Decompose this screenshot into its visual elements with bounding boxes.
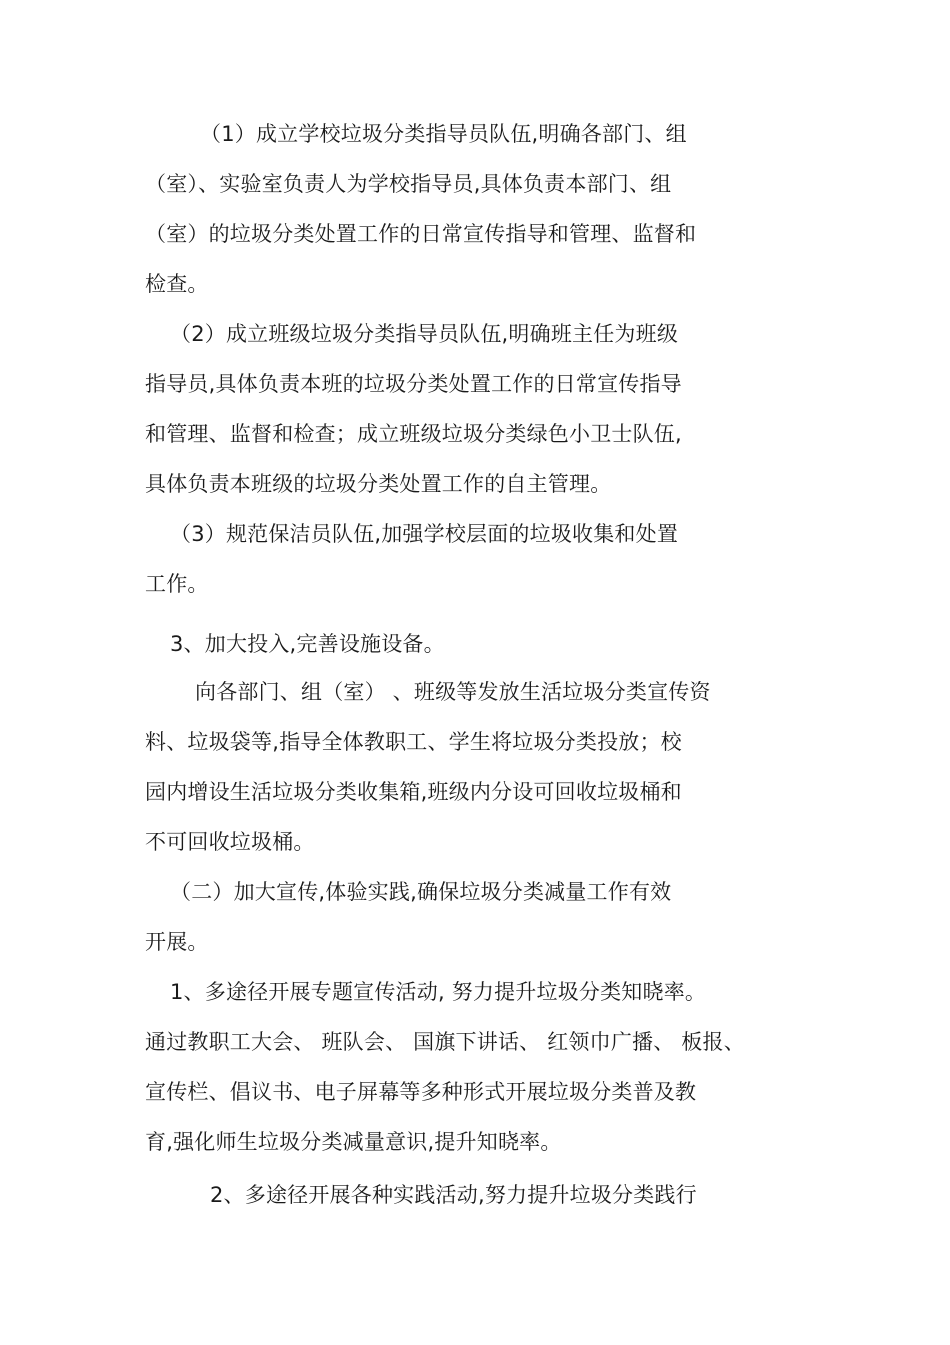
paragraph-4-line-1: 向各部门、组（室） 、班级等发放生活垃圾分类宣传资 bbox=[195, 680, 711, 704]
paragraph-5-line-4: 育,强化师生垃圾分类减量意识,提升知晓率。 bbox=[145, 1130, 562, 1154]
paragraph-1-line-4: 检查。 bbox=[145, 272, 209, 296]
section-heading-3: 3、加大投入,完善设施设备。 bbox=[170, 632, 445, 656]
paragraph-1-line-2: （室）、实验室负责人为学校指导员,具体负责本部门、组 bbox=[145, 172, 672, 196]
paragraph-1-line-1: （1）成立学校垃圾分类指导员队伍,明确各部门、组 bbox=[200, 122, 687, 146]
paragraph-3-line-2: 工作。 bbox=[145, 572, 209, 596]
paragraph-4-line-4: 不可回收垃圾桶。 bbox=[145, 830, 315, 854]
paragraph-1-line-3: （室）的垃圾分类处置工作的日常宣传指导和管理、监督和 bbox=[145, 222, 697, 246]
paragraph-3-line-1: （3）规范保洁员队伍,加强学校层面的垃圾收集和处置 bbox=[170, 522, 679, 546]
paragraph-2-line-3: 和管理、监督和检查；成立班级垃圾分类绿色小卫士队伍, bbox=[145, 422, 682, 446]
paragraph-5-line-3: 宣传栏、倡议书、电子屏幕等多种形式开展垃圾分类普及教 bbox=[145, 1080, 697, 1104]
section-heading-2-line-1: （二）加大宣传,体验实践,确保垃圾分类减量工作有效 bbox=[170, 880, 672, 904]
paragraph-2-line-4: 具体负责本班级的垃圾分类处置工作的自主管理。 bbox=[145, 472, 612, 496]
paragraph-4-line-3: 园内增设生活垃圾分类收集箱,班级内分设可回收垃圾桶和 bbox=[145, 780, 682, 804]
paragraph-2-line-1: （2）成立班级垃圾分类指导员队伍,明确班主任为班级 bbox=[170, 322, 679, 346]
paragraph-6-line-1: 2、多途径开展各种实践活动,努力提升垃圾分类践行 bbox=[210, 1183, 697, 1207]
paragraph-4-line-2: 料、垃圾袋等,指导全体教职工、学生将垃圾分类投放；校 bbox=[145, 730, 682, 754]
paragraph-5-line-2: 通过教职工大会、 班队会、 国旗下讲话、 红领巾广播、 板报、 bbox=[145, 1030, 745, 1054]
paragraph-2-line-2: 指导员,具体负责本班的垃圾分类处置工作的日常宣传指导 bbox=[145, 372, 682, 396]
paragraph-5-line-1: 1、多途径开展专题宣传活动, 努力提升垃圾分类知晓率。 bbox=[170, 980, 707, 1004]
section-heading-2-line-2: 开展。 bbox=[145, 930, 209, 954]
